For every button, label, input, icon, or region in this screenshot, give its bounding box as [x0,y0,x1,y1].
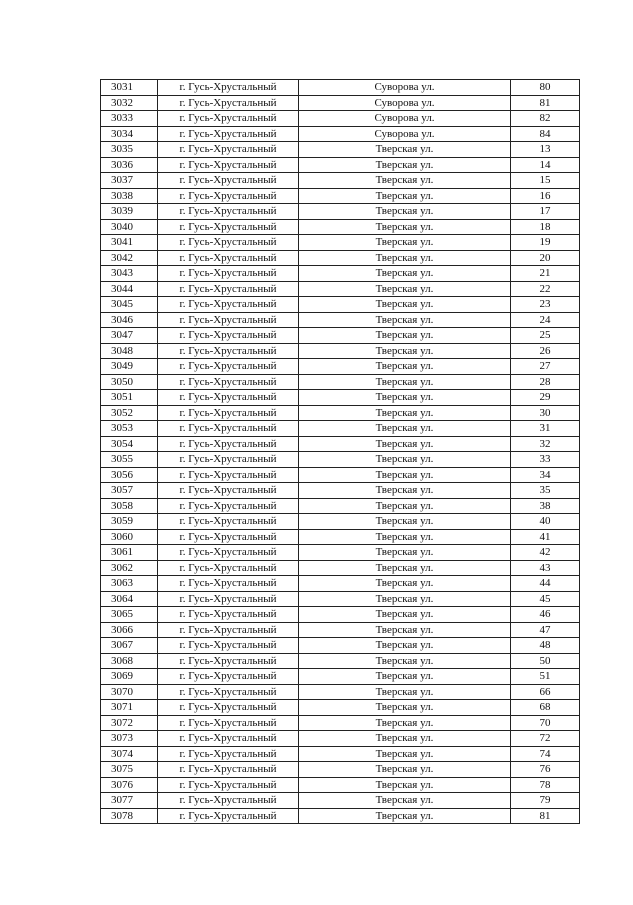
street-cell: Тверская ул. [299,235,511,251]
table-row [101,126,580,142]
table-row [101,607,580,623]
city-cell: г. Гусь-Хрустальный [158,498,299,514]
house-number-cell: 16 [511,188,580,204]
row-number: 3057 [101,483,158,499]
city-cell: г. Гусь-Хрустальный [158,297,299,313]
street-cell: Тверская ул. [299,715,511,731]
city-cell: г. Гусь-Хрустальный [158,715,299,731]
house-number-cell: 19 [511,235,580,251]
row-number: 3062 [101,560,158,576]
table-row [101,359,580,375]
row-number: 3031 [101,80,158,96]
row-number: 3073 [101,731,158,747]
table-row [101,173,580,189]
row-number: 3053 [101,421,158,437]
street-cell: Тверская ул. [299,607,511,623]
street-cell: Тверская ул. [299,359,511,375]
street-cell: Тверская ул. [299,514,511,530]
street-cell: Тверская ул. [299,545,511,561]
house-number-cell: 14 [511,157,580,173]
street-cell: Тверская ул. [299,281,511,297]
street-cell: Тверская ул. [299,622,511,638]
street-cell: Тверская ул. [299,576,511,592]
table-row [101,312,580,328]
city-cell: г. Гусь-Хрустальный [158,545,299,561]
house-number-cell: 33 [511,452,580,468]
row-number: 3077 [101,793,158,809]
street-cell: Тверская ул. [299,204,511,220]
house-number-cell: 76 [511,762,580,778]
city-cell: г. Гусь-Хрустальный [158,653,299,669]
table-row [101,436,580,452]
house-number-cell: 29 [511,390,580,406]
row-number: 3059 [101,514,158,530]
street-cell: Тверская ул. [299,746,511,762]
row-number: 3068 [101,653,158,669]
house-number-cell: 41 [511,529,580,545]
row-number: 3045 [101,297,158,313]
city-cell: г. Гусь-Хрустальный [158,777,299,793]
street-cell: Суворова ул. [299,111,511,127]
house-number-cell: 15 [511,173,580,189]
house-number-cell: 51 [511,669,580,685]
street-cell: Тверская ул. [299,405,511,421]
street-cell: Тверская ул. [299,591,511,607]
address-table-body [101,80,580,824]
table-row [101,731,580,747]
street-cell: Тверская ул. [299,467,511,483]
street-cell: Тверская ул. [299,142,511,158]
street-cell: Тверская ул. [299,157,511,173]
house-number-cell: 74 [511,746,580,762]
city-cell: г. Гусь-Хрустальный [158,576,299,592]
city-cell: г. Гусь-Хрустальный [158,421,299,437]
table-row [101,467,580,483]
table-row [101,715,580,731]
address-table [100,79,580,824]
street-cell: Тверская ул. [299,436,511,452]
street-cell: Суворова ул. [299,126,511,142]
city-cell: г. Гусь-Хрустальный [158,111,299,127]
street-cell: Тверская ул. [299,312,511,328]
house-number-cell: 26 [511,343,580,359]
table-row [101,421,580,437]
street-cell: Тверская ул. [299,452,511,468]
city-cell: г. Гусь-Хрустальный [158,266,299,282]
table-row [101,591,580,607]
city-cell: г. Гусь-Хрустальный [158,669,299,685]
row-number: 3069 [101,669,158,685]
table-row [101,80,580,96]
row-number: 3055 [101,452,158,468]
city-cell: г. Гусь-Хрустальный [158,219,299,235]
street-cell: Тверская ул. [299,173,511,189]
row-number: 3034 [101,126,158,142]
house-number-cell: 38 [511,498,580,514]
house-number-cell: 22 [511,281,580,297]
house-number-cell: 13 [511,142,580,158]
street-cell: Тверская ул. [299,669,511,685]
house-number-cell: 82 [511,111,580,127]
table-row [101,250,580,266]
table-row [101,157,580,173]
table-row [101,793,580,809]
house-number-cell: 31 [511,421,580,437]
city-cell: г. Гусь-Хрустальный [158,126,299,142]
table-row [101,328,580,344]
street-cell: Тверская ул. [299,219,511,235]
row-number: 3042 [101,250,158,266]
table-row [101,653,580,669]
house-number-cell: 43 [511,560,580,576]
table-row [101,235,580,251]
city-cell: г. Гусь-Хрустальный [158,359,299,375]
table-row [101,684,580,700]
row-number: 3076 [101,777,158,793]
house-number-cell: 45 [511,591,580,607]
city-cell: г. Гусь-Хрустальный [158,390,299,406]
city-cell: г. Гусь-Хрустальный [158,235,299,251]
city-cell: г. Гусь-Хрустальный [158,95,299,111]
table-row [101,545,580,561]
table-row [101,188,580,204]
city-cell: г. Гусь-Хрустальный [158,700,299,716]
row-number: 3041 [101,235,158,251]
house-number-cell: 80 [511,80,580,96]
street-cell: Тверская ул. [299,684,511,700]
city-cell: г. Гусь-Хрустальный [158,374,299,390]
row-number: 3075 [101,762,158,778]
street-cell: Тверская ул. [299,483,511,499]
city-cell: г. Гусь-Хрустальный [158,250,299,266]
street-cell: Тверская ул. [299,421,511,437]
street-cell: Суворова ул. [299,80,511,96]
table-row [101,777,580,793]
house-number-cell: 32 [511,436,580,452]
table-row [101,343,580,359]
table-row [101,95,580,111]
street-cell: Тверская ул. [299,374,511,390]
row-number: 3078 [101,808,158,824]
row-number: 3043 [101,266,158,282]
row-number: 3040 [101,219,158,235]
city-cell: г. Гусь-Хрустальный [158,808,299,824]
house-number-cell: 28 [511,374,580,390]
house-number-cell: 50 [511,653,580,669]
row-number: 3048 [101,343,158,359]
city-cell: г. Гусь-Хрустальный [158,405,299,421]
city-cell: г. Гусь-Хрустальный [158,452,299,468]
city-cell: г. Гусь-Хрустальный [158,173,299,189]
row-number: 3035 [101,142,158,158]
table-row [101,297,580,313]
street-cell: Тверская ул. [299,808,511,824]
row-number: 3063 [101,576,158,592]
house-number-cell: 46 [511,607,580,623]
table-row [101,452,580,468]
city-cell: г. Гусь-Хрустальный [158,793,299,809]
table-row [101,762,580,778]
city-cell: г. Гусь-Хрустальный [158,343,299,359]
city-cell: г. Гусь-Хрустальный [158,622,299,638]
street-cell: Тверская ул. [299,731,511,747]
city-cell: г. Гусь-Хрустальный [158,591,299,607]
city-cell: г. Гусь-Хрустальный [158,607,299,623]
row-number: 3037 [101,173,158,189]
house-number-cell: 47 [511,622,580,638]
row-number: 3058 [101,498,158,514]
row-number: 3036 [101,157,158,173]
table-row [101,560,580,576]
house-number-cell: 18 [511,219,580,235]
city-cell: г. Гусь-Хрустальный [158,328,299,344]
city-cell: г. Гусь-Хрустальный [158,529,299,545]
house-number-cell: 66 [511,684,580,700]
row-number: 3039 [101,204,158,220]
house-number-cell: 81 [511,808,580,824]
house-number-cell: 42 [511,545,580,561]
street-cell: Тверская ул. [299,266,511,282]
house-number-cell: 27 [511,359,580,375]
house-number-cell: 44 [511,576,580,592]
city-cell: г. Гусь-Хрустальный [158,142,299,158]
row-number: 3067 [101,638,158,654]
street-cell: Суворова ул. [299,95,511,111]
city-cell: г. Гусь-Хрустальный [158,281,299,297]
street-cell: Тверская ул. [299,560,511,576]
house-number-cell: 20 [511,250,580,266]
street-cell: Тверская ул. [299,777,511,793]
house-number-cell: 21 [511,266,580,282]
table-row [101,219,580,235]
house-number-cell: 68 [511,700,580,716]
street-cell: Тверская ул. [299,328,511,344]
table-row [101,405,580,421]
house-number-cell: 24 [511,312,580,328]
house-number-cell: 30 [511,405,580,421]
house-number-cell: 25 [511,328,580,344]
table-row [101,390,580,406]
table-row [101,142,580,158]
house-number-cell: 17 [511,204,580,220]
house-number-cell: 48 [511,638,580,654]
row-number: 3052 [101,405,158,421]
row-number: 3038 [101,188,158,204]
table-row [101,529,580,545]
row-number: 3044 [101,281,158,297]
city-cell: г. Гусь-Хрустальный [158,684,299,700]
city-cell: г. Гусь-Хрустальный [158,560,299,576]
row-number: 3070 [101,684,158,700]
city-cell: г. Гусь-Хрустальный [158,467,299,483]
row-number: 3054 [101,436,158,452]
street-cell: Тверская ул. [299,498,511,514]
table-row [101,808,580,824]
row-number: 3074 [101,746,158,762]
street-cell: Тверская ул. [299,297,511,313]
house-number-cell: 34 [511,467,580,483]
house-number-cell: 78 [511,777,580,793]
table-row [101,746,580,762]
row-number: 3060 [101,529,158,545]
house-number-cell: 79 [511,793,580,809]
row-number: 3051 [101,390,158,406]
table-row [101,266,580,282]
street-cell: Тверская ул. [299,638,511,654]
city-cell: г. Гусь-Хрустальный [158,762,299,778]
street-cell: Тверская ул. [299,250,511,266]
row-number: 3065 [101,607,158,623]
city-cell: г. Гусь-Хрустальный [158,514,299,530]
table-row [101,669,580,685]
city-cell: г. Гусь-Хрустальный [158,638,299,654]
table-row [101,483,580,499]
street-cell: Тверская ул. [299,343,511,359]
house-number-cell: 40 [511,514,580,530]
table-row [101,204,580,220]
city-cell: г. Гусь-Хрустальный [158,80,299,96]
row-number: 3071 [101,700,158,716]
row-number: 3047 [101,328,158,344]
row-number: 3066 [101,622,158,638]
house-number-cell: 23 [511,297,580,313]
table-row [101,374,580,390]
city-cell: г. Гусь-Хрустальный [158,204,299,220]
row-number: 3064 [101,591,158,607]
row-number: 3046 [101,312,158,328]
city-cell: г. Гусь-Хрустальный [158,746,299,762]
table-row [101,111,580,127]
street-cell: Тверская ул. [299,529,511,545]
table-row [101,281,580,297]
row-number: 3056 [101,467,158,483]
row-number: 3061 [101,545,158,561]
row-number: 3072 [101,715,158,731]
city-cell: г. Гусь-Хрустальный [158,731,299,747]
street-cell: Тверская ул. [299,700,511,716]
house-number-cell: 72 [511,731,580,747]
street-cell: Тверская ул. [299,653,511,669]
table-row [101,622,580,638]
city-cell: г. Гусь-Хрустальный [158,436,299,452]
row-number: 3050 [101,374,158,390]
city-cell: г. Гусь-Хрустальный [158,312,299,328]
city-cell: г. Гусь-Хрустальный [158,188,299,204]
house-number-cell: 70 [511,715,580,731]
city-cell: г. Гусь-Хрустальный [158,157,299,173]
house-number-cell: 81 [511,95,580,111]
table-row [101,700,580,716]
table-row [101,514,580,530]
row-number: 3032 [101,95,158,111]
row-number: 3049 [101,359,158,375]
table-row [101,638,580,654]
city-cell: г. Гусь-Хрустальный [158,483,299,499]
street-cell: Тверская ул. [299,793,511,809]
row-number: 3033 [101,111,158,127]
street-cell: Тверская ул. [299,762,511,778]
street-cell: Тверская ул. [299,188,511,204]
table-row [101,576,580,592]
house-number-cell: 84 [511,126,580,142]
table-row [101,498,580,514]
house-number-cell: 35 [511,483,580,499]
street-cell: Тверская ул. [299,390,511,406]
